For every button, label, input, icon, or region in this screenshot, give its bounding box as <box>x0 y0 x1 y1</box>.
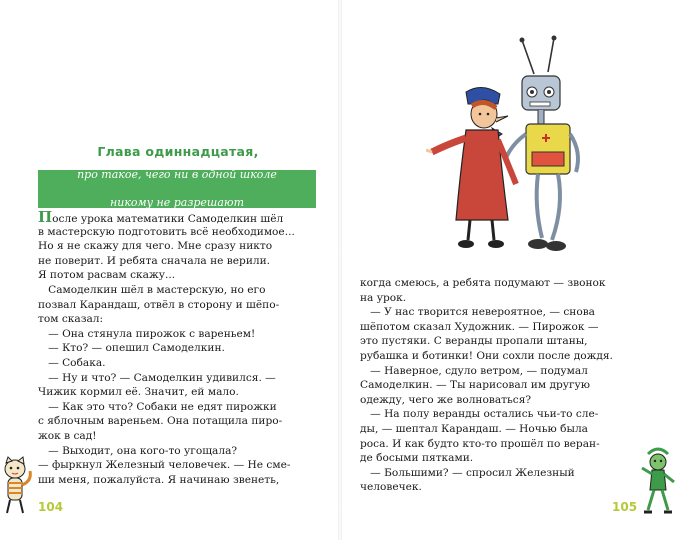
left-page-text <box>38 210 328 487</box>
text-line: шёпотом сказал Художник. — Пирожок — <box>360 320 599 333</box>
text-line: не поверит. И ребята сначала не верили. <box>38 254 271 267</box>
text-line: — Собака. <box>38 356 106 369</box>
text-line: в мастерскую подготовить всё необходимое... <box>38 225 295 238</box>
text-line: — Наверное, сдуло ветром, — подумал <box>360 364 588 377</box>
text-line: жок в сад! <box>38 429 97 442</box>
text-line: — Как это что? Собаки не едят пирожки <box>38 400 277 413</box>
text-line: — Кто? — опешил Самоделкин. <box>38 342 225 355</box>
text-line: — Выходит, она кого-то угощала? <box>38 444 238 457</box>
text-line: — Она стянула пирожок с вареньем! <box>38 327 256 340</box>
text-line: когда смеюсь, а ребята подумают — звонок <box>360 277 606 289</box>
text-line: Самоделкин. — Ты нарисовал им другую <box>360 379 590 392</box>
page-number-right: 105 <box>612 500 638 514</box>
text-line: — На полу веранды остались чьи-то сле- <box>360 408 599 421</box>
text-line: роса. И как будто кто-то прошёл по веран- <box>360 437 600 450</box>
text-line: на урок. <box>360 291 407 304</box>
text-line: — Ну и что? — Самоделкин удивился. — <box>38 371 276 384</box>
subtitle-line: никому не разрешают <box>109 196 244 209</box>
chapter-subtitle-box <box>38 170 316 208</box>
left-page <box>0 0 338 540</box>
right-page <box>342 0 680 540</box>
text-line: Самоделкин шёл в мастерскую, но его <box>38 283 266 296</box>
text-line: ды, — шептал Карандаш. — Ночью была <box>360 422 588 435</box>
text-line: с яблочным вареньем. Она потащила пиро- <box>38 415 283 428</box>
artist-robot-illustration <box>426 34 596 260</box>
green-goblin-icon <box>638 446 678 518</box>
right-page-text <box>360 276 660 495</box>
text-line: Но я не скажу для чего. Мне сразу никто <box>38 240 273 253</box>
drop-cap: П <box>38 208 53 226</box>
text-line: — У нас творится невероятное, — снова <box>360 306 595 319</box>
text-line: После урока математики Самоделкин шёл <box>38 208 284 226</box>
text-line: де босыми пятками. <box>360 452 474 465</box>
text-line: рубашка и ботинки! Они сохли после дождя. <box>360 349 613 362</box>
text-line: человечек. <box>360 481 422 494</box>
text-line: позвал Карандаш, отвёл в сторону и шёпо- <box>38 298 280 311</box>
text-line: ши меня, пожалуйста. Я начинаю звенеть, <box>38 473 280 486</box>
text-line: Я потом расвам скажу... <box>38 269 176 282</box>
text-line: — Большими? — спросил Железный <box>360 466 575 479</box>
text-line: Чижик кормил её. Значит, ей мало. <box>38 386 239 399</box>
text-line: — фыркнул Железный человечек. — Не сме- <box>38 459 291 472</box>
subtitle-line: про такое, чего ни в одной школе <box>77 168 277 181</box>
page-number-left: 104 <box>38 500 64 514</box>
text-line: одежду, чего же волноваться? <box>360 393 532 406</box>
text-line: это пустяки. С веранды пропали штаны, <box>360 335 588 348</box>
striped-cat-icon <box>0 455 34 517</box>
chapter-title: Глава одиннадцатая, <box>97 144 259 159</box>
text-line: том сказал: <box>38 313 104 326</box>
